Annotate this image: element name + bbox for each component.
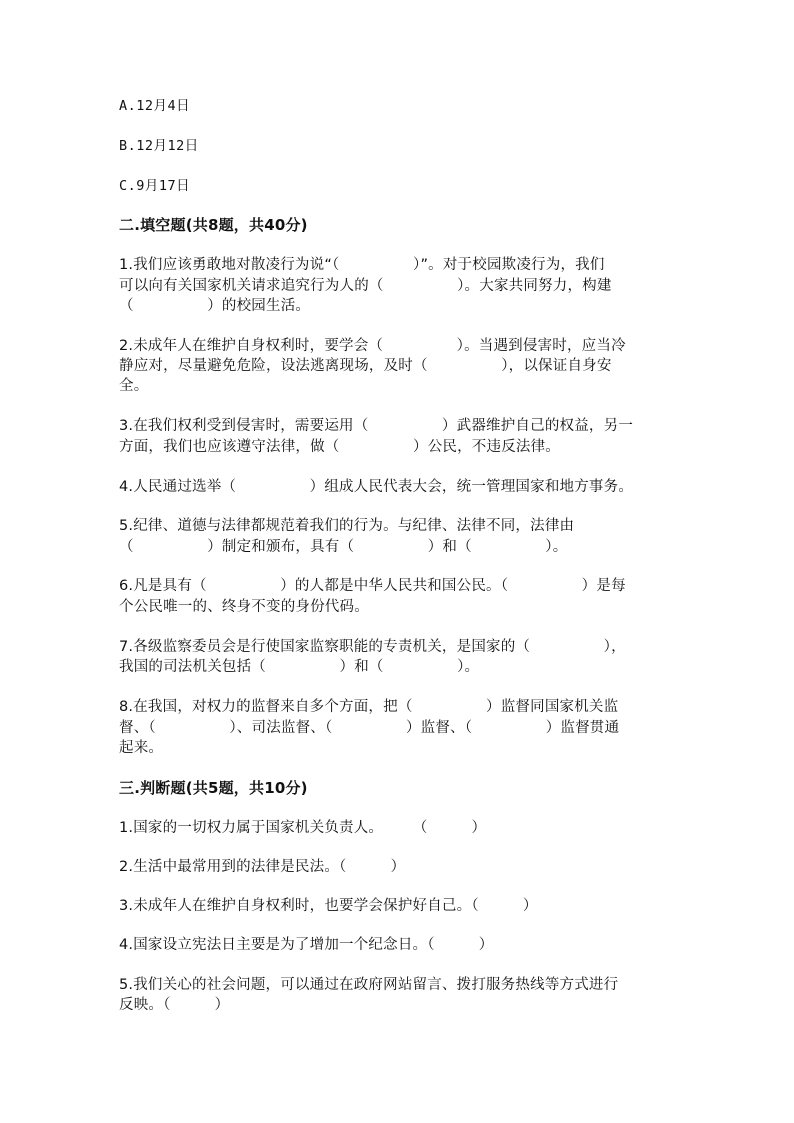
question-line: 反映。（ ） (119, 997, 230, 1013)
option-a: A.12月4日 (119, 98, 191, 114)
question-line: 督、（ ）、司法监督、（ ）监督、（ ）监督贯通 (119, 720, 620, 736)
question-line: 6.凡是具有（ ）的人都是中华人民共和国公民。（ ）是每 (119, 578, 626, 594)
question-line: 全。 (119, 378, 149, 394)
question-line: 2.未成年人在维护自身权利时，要学会（ ）。当遇到侵害时，应当冷 (119, 338, 626, 354)
question-line: 2.生活中最常用到的法律是民法。（ ） (119, 859, 406, 875)
question-line: （ ）的校园生活。 (119, 298, 311, 314)
question-line: 我国的司法机关包括（ ）和（ ）。 (119, 659, 480, 675)
question-line: 起来。 (119, 740, 164, 756)
question-line: 5.我们关心的社会问题，可以通过在政府网站留言、拨打服务热线等方式进行 (119, 977, 619, 993)
question-line: 4.人民通过选举（ ）组成人民代表大会，统一管理国家和地方事务。 (119, 479, 634, 495)
question-line: 静应对，尽量避免危险，设法逃离现场，及时（ ），以保证自身安 (119, 358, 612, 374)
question-line: 个公民唯一的、终身不变的身份代码。 (119, 599, 369, 615)
option-c: C.9月17日 (119, 178, 191, 194)
question-line: 方面，我们也应该遵守法律，做（ ）公民，不违反法律。 (119, 439, 560, 455)
section-heading-fill-in: 二.填空题(共8题，共40分) (119, 216, 308, 234)
question-line: 8.在我国，对权力的监督来自多个方面，把（ ）监督同国家机关监 (119, 699, 619, 715)
question-line: 可以向有关国家机关请求追究行为人的（ ）。大家共同努力，构建 (119, 278, 612, 294)
question-line: 3.在我们权利受到侵害时，需要运用（ ）武器维护自己的权益，另一 (119, 418, 634, 434)
question-line: 5.纪律、道德与法律都规范着我们的行为。与纪律、法律不同，法律由 (119, 518, 575, 534)
question-line: 7.各级监察委员会是行使国家监察职能的专责机关，是国家的（ ）， (119, 639, 626, 655)
section-heading-true-false: 三.判断题(共5题，共10分) (119, 779, 308, 797)
option-b: B.12月12日 (119, 138, 199, 154)
question-line: 1.国家的一切权力属于国家机关负责人。 （ ） (119, 820, 487, 836)
question-line: （ ）制定和颁布，具有（ ）和（ ）。 (119, 539, 568, 555)
question-line: 3.未成年人在维护自身权利时，也要学会保护好自己。（ ） (119, 898, 538, 914)
question-line: 1.我们应该勇敢地对散凌行为说“（ ）”。对于校园欺凌行为，我们 (119, 257, 605, 273)
question-line: 4.国家设立宪法日主要是为了增加一个纪念日。（ ） (119, 937, 494, 953)
